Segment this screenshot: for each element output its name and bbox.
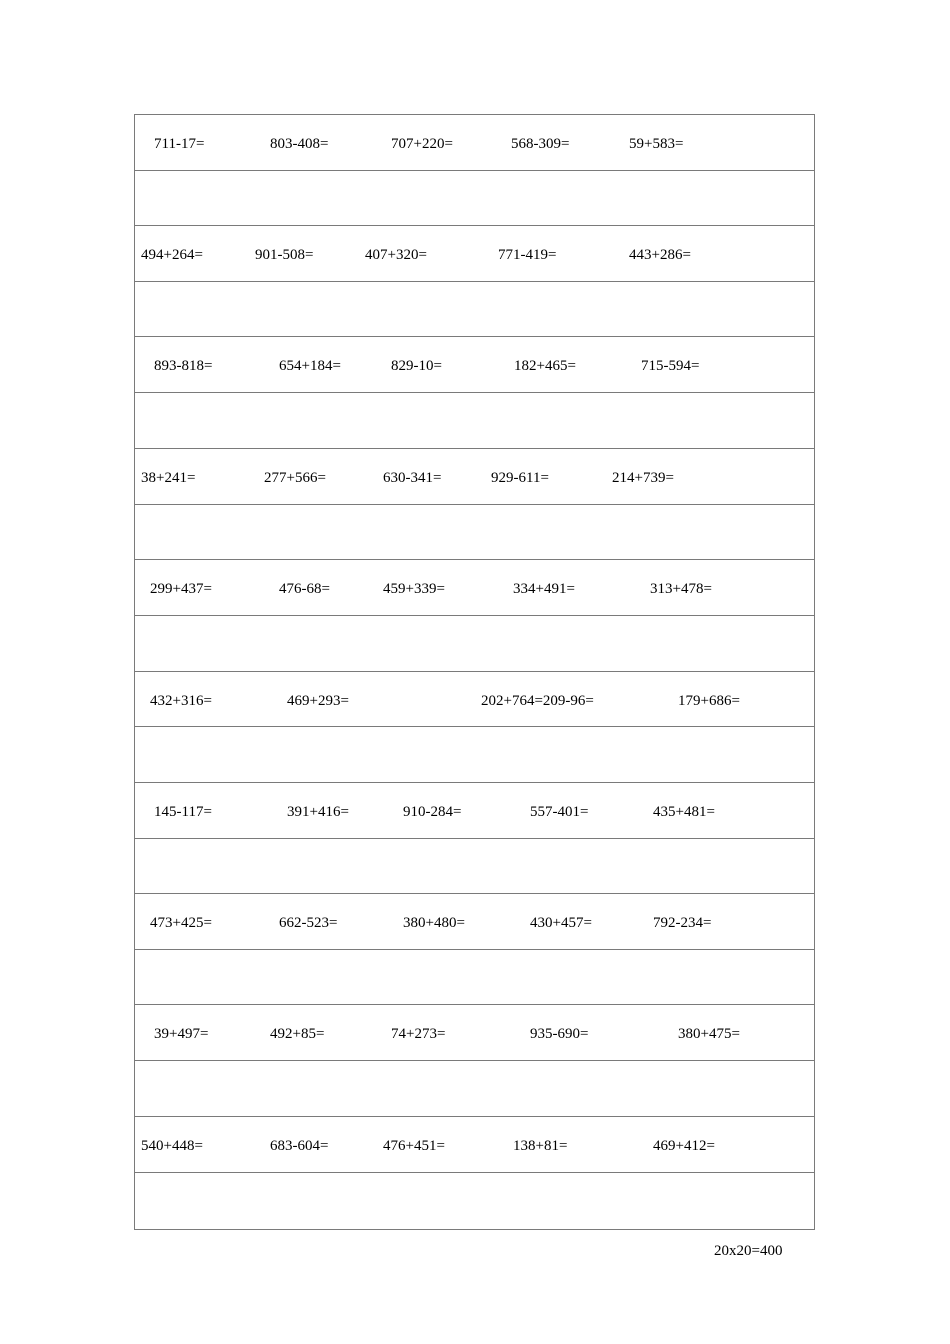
problem-item: 39+497= [154,1026,209,1042]
problem-item: 568-309= [511,136,570,152]
problem-row [135,783,814,839]
problem-row [135,115,814,171]
problem-item: 38+241= [141,470,196,486]
problem-item: 202+764=209-96= [481,693,594,709]
problem-item: 145-117= [154,804,212,820]
problem-item: 469+293= [287,693,349,709]
problem-item: 893-818= [154,358,213,374]
problem-item: 74+273= [391,1026,446,1042]
problem-item: 214+739= [612,470,674,486]
answer-row [135,839,814,894]
problem-item: 459+339= [383,581,445,597]
problem-item: 473+425= [150,915,212,931]
problem-item: 683-604= [270,1138,329,1154]
problem-item: 803-408= [270,136,329,152]
problem-item: 299+437= [150,581,212,597]
problem-item: 662-523= [279,915,338,931]
problem-item: 138+81= [513,1138,568,1154]
problem-row [135,337,814,393]
problem-item: 792-234= [653,915,712,931]
problem-row [135,672,814,727]
problem-item: 711-17= [154,136,205,152]
problem-item: 771-419= [498,247,557,263]
problem-row [135,449,814,505]
problem-item: 59+583= [629,136,684,152]
problem-item: 492+85= [270,1026,325,1042]
problem-row [135,1005,814,1061]
problem-item: 407+320= [365,247,427,263]
answer-row [135,616,814,672]
answer-row [135,171,814,226]
answer-row [135,950,814,1005]
answer-row [135,1061,814,1117]
problem-item: 901-508= [255,247,314,263]
problem-item: 380+480= [403,915,465,931]
problem-item: 476-68= [279,581,330,597]
footer-note: 20x20=400 [714,1243,783,1259]
problem-item: 435+481= [653,804,715,820]
problem-item: 313+478= [650,581,712,597]
problem-item: 380+475= [678,1026,740,1042]
problem-row [135,894,814,950]
problem-item: 654+184= [279,358,341,374]
worksheet-table [134,114,815,1230]
problem-item: 929-611= [491,470,549,486]
answer-row [135,393,814,449]
problem-item: 829-10= [391,358,442,374]
problem-item: 557-401= [530,804,589,820]
problem-item: 391+416= [287,804,349,820]
problem-item: 540+448= [141,1138,203,1154]
problem-item: 469+412= [653,1138,715,1154]
problem-item: 432+316= [150,693,212,709]
problem-item: 715-594= [641,358,700,374]
problem-item: 630-341= [383,470,442,486]
problem-item: 182+465= [514,358,576,374]
problem-item: 443+286= [629,247,691,263]
answer-row [135,1173,814,1229]
problem-item: 179+686= [678,693,740,709]
answer-row [135,505,814,560]
problem-row [135,560,814,616]
answer-row [135,727,814,783]
problem-item: 277+566= [264,470,326,486]
problem-item: 476+451= [383,1138,445,1154]
problem-row [135,226,814,282]
problem-item: 910-284= [403,804,462,820]
problem-item: 430+457= [530,915,592,931]
answer-row [135,282,814,337]
problem-item: 494+264= [141,247,203,263]
problem-item: 935-690= [530,1026,589,1042]
problem-row [135,1117,814,1173]
problem-item: 707+220= [391,136,453,152]
problem-item: 334+491= [513,581,575,597]
